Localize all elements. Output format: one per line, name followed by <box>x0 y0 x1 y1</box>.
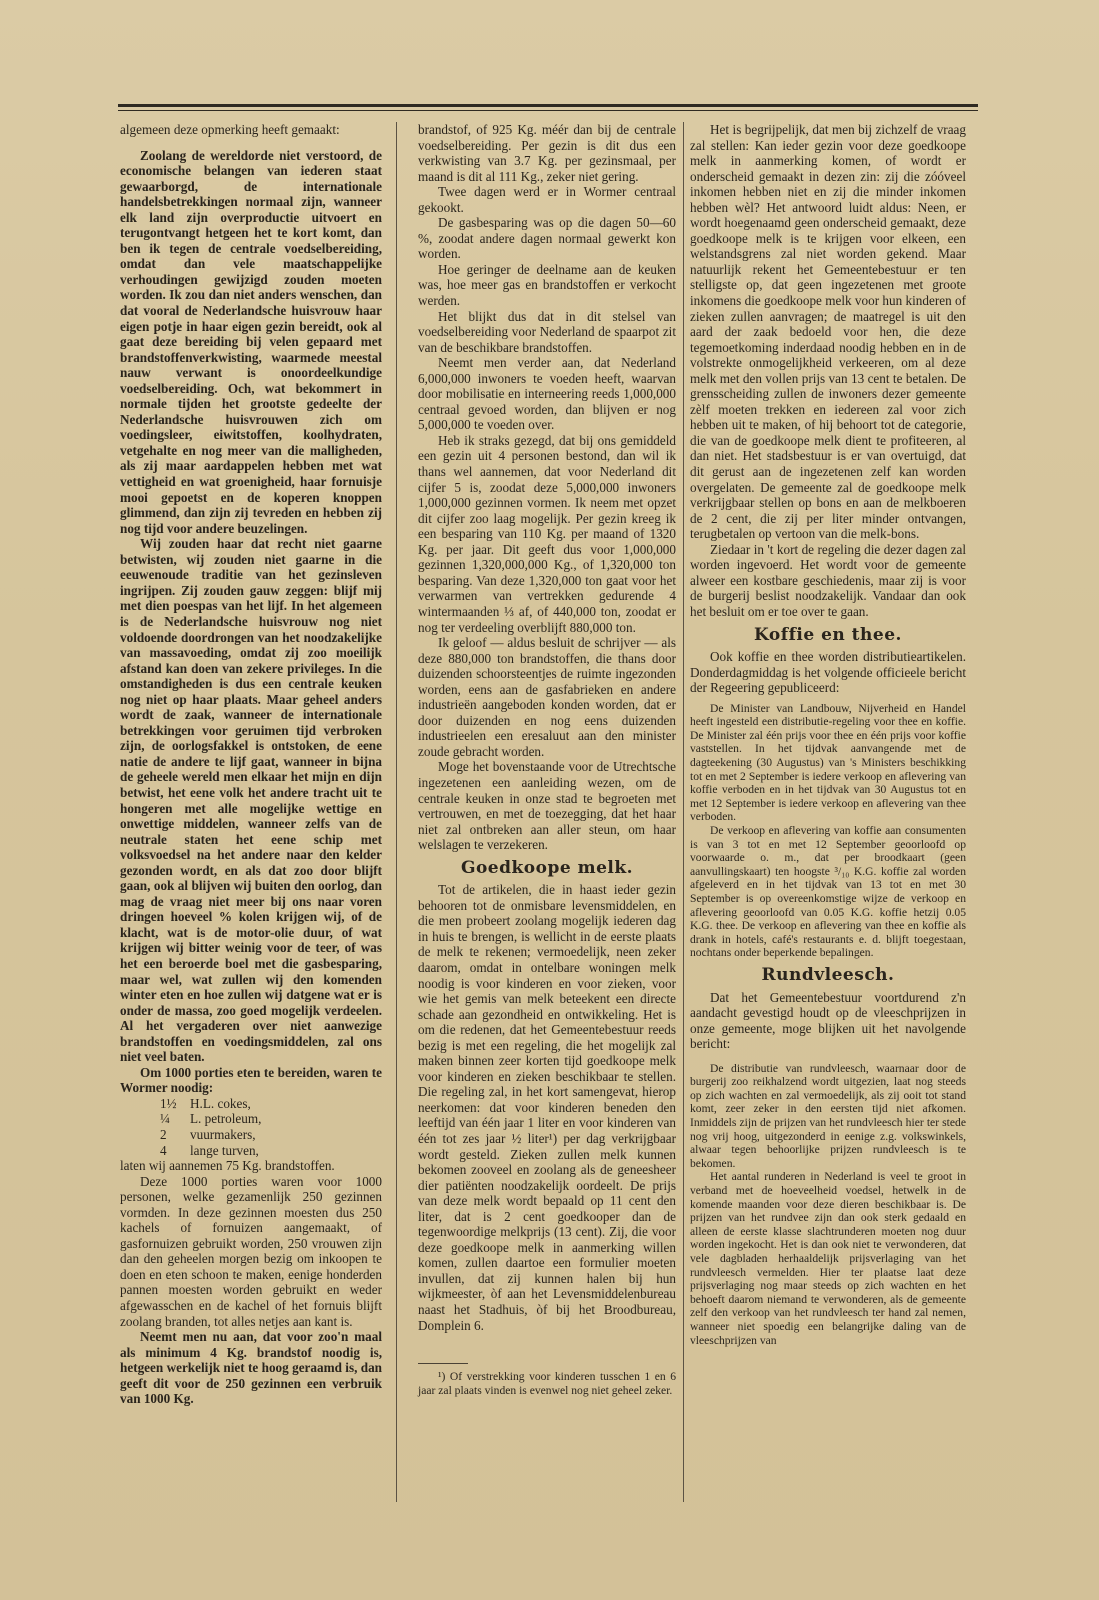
column-1 <box>120 122 382 1407</box>
footnote-rule <box>418 1363 468 1364</box>
paragraph: algemeen deze opmerking heeft gemaakt: <box>120 122 340 137</box>
paragraph: Hoe geringer de deelname aan de keuken was, hoe meer gas en brandstoffen er verkocht werden. <box>418 261 676 309</box>
paragraph: Om 1000 porties eten te bereiden, waren te Wormer noodig: <box>120 1064 382 1096</box>
column-divider <box>396 122 397 1502</box>
column-2 <box>418 122 676 1397</box>
paragraph: Wij zouden haar dat recht niet gaarne betwisten, wij zouden niet gaarne in die eeuwenoude traditie van het gezinsleven ingrijpen. Zij zouden gauw zeggen: blijf mij met dien poespas van het lijf. In het algemeen is de Nederlandsche huisvrouw nog niet voldoende doordrongen van het noodzakelijke van massavoeding, omdat zij zoo moeilijk afstand kan doen van zekere privileges. In die omstandigheden is dus een centrale keuken nog niet op haar plaats. Maar geheel anders wordt de zaak, wanneer de internationale betrekkingen voor geruimen tijd verbroken zijn, de oorlogsfakkel is ontstoken, de eene natie de andere te lijf gaat, wanneer in bijna de geheele wereld men elkaar het mijn en dijn betwist, het eene volk het andere tracht uit te hongeren met alle mogelijke wettige en onwettige middelen, wanneer zelfs van de neutrale staten het eene schip met volksvoedsel na het andere naar den kelder gezonden wordt, en als dat zoo door blijft gaan, ook al blijven wij buiten den oorlog, dan mag de vraag niet meer bij ons naar voren dringen hoeveel % kolen krijgen wij, of de klacht, wat is de motor-olie duur, of wat krijgen wij bitter weinig voor de teer, of was het een beroerde boel met die gasbesparing, maar wel, wat zullen wij den komenden winter eten en hoe zullen wij datgene wat er is onder de massa, zoo goed mogelijk verdeelen. Al het vergaderen over niet aanwezige brandstoffen en voedingsmiddelen, zal ons niet veel baten. <box>120 536 382 1065</box>
paragraph: Neemt men nu aan, dat voor zoo'n maal als minimum 4 Kg. brandstof noodig is, hetgeen werkelijk niet te hoog geraamd is, dan geeft dit voor de 250 gezinnen een verbruik van 1000 Kg. <box>120 1329 382 1407</box>
paragraph: Ook koffie en thee worden distributieartikelen. Donderdagmiddag is het volgende officieele bericht der Regeering gepubliceerd: <box>690 649 966 696</box>
paragraph: Het blijkt dus dat in dit stelsel van voedselbereiding voor Nederland de spaarpot zit van de beschikbare brandstoffen. <box>418 308 676 355</box>
paragraph: Moge het bovenstaande voor de Utrechtsche ingezetenen een aanleiding wezen, om de centrale keuken in onze stad te begroeten met vertrouwen, en met de toezegging, dat het haar niet zal ontbreken aan aller steun, om haar welslagen te verzekeren. <box>418 759 676 853</box>
paragraph: Ziedaar in 't kort de regeling die dezer dagen zal worden ingevoerd. Het wordt voor de gemeente alweer een kostbare geschiedenis, maar zij is voor de burgerij beslist noodzakelijk. Vandaar dan ook het besluit om er toe over te gaan. <box>690 541 966 619</box>
column-divider <box>683 122 684 1502</box>
top-rule <box>118 104 978 107</box>
section-heading: Goedkoope melk. <box>460 857 634 878</box>
paragraph: Heb ik straks gezegd, dat bij ons gemiddeld een gezin uit 4 personen bestond, dan wil ik thans wel aannemen, dat voor Nederland dit cijfer 5 is, zoodat deze 5,000,000 inwoners 1,000,000 gezinnen vormen. Ik neem met opzet dit cijfer zoo laag mogelijk. Per gezin kreeg ik een besparing van 110 Kg. per maand of 1320 Kg. per jaar. Dit geeft dus voor 1,000,000 gezinnen 1,320,000,000 Kg., of 1,320,000 ton besparing. Van deze 1,320,000 ton gaat voor het verwarmen van vertrekken gedurende 4 wintermaanden ⅓ af, of 440,000 ton, zoodat er nog ter verdeeling overblijft 880,000 ton. <box>418 432 676 635</box>
paragraph: De distributie van rundvleesch, waarnaar door de burgerij zoo reikhalzend wordt uitgezien, laat nog steeds op zich wachten en zal vermoedelijk, als zij ooit tot stand komt, zeer zeker in den eersten tijd niet afkomen. Inmiddels zijn de prijzen van het rundvleesch hier ter stede nog vrij hoog, uitgezonderd in eenige z.g. volkswinkels, alwaar tegen behoorlijke prijzen rundvleesch is te bekomen. <box>690 1061 966 1170</box>
list-item: 4 lange turven, <box>160 1142 259 1158</box>
paragraph: Het is begrijpelijk, dat men bij zichzelf de vraag zal stellen: Kan ieder gezin voor deze goedkoope melk in aanmerking komen, of wordt er onderscheid gemaakt in dezen zin: zij die zóóveel inkomen hebben niet en zij die minder inkomen hebben wèl? Het antwoord luidt aldus: Neen, er wordt hoegenaamd geen onderscheid gemaakt, deze goedkoope melk is te krijgen voor elkeen, een welstandsgrens zal niet worden gekend. Maar natuurlijk rekent het Gemeentebestuur er ten stelligste op, dat geen ingezetenen met groote inkomens die goedkoope melk voor hun kinderen of zieken zullen aanvragen; de maatregel is uit den aard der zaak bedoeld voor hen, die deze tegemoetkoming inderdaad noodig hebben en in de volstrekte onmogelijkheid verkeeren, om al deze melk met den vollen prijs van 13 cent te betalen. De grensscheiding zullen de inwoners dezer gemeente zèlf moeten trekken en iedereen zal voor zich hebben uit te maken, of hij behoort tot de categorie, die van de goedkoope melk dient te profiteeren, al dan niet. Het stadsbestuur is er van overtuigd, dat dit gerust aan de ingezetenen zelf kan worden overgelaten. De gemeente zal de goedkoope melk verkrijgbaar stellen op bons en aan de melkboeren de 2 cent, die zij per liter minder ontvangen, terugbetalen op vertoon van die melk-bons. <box>690 122 966 542</box>
section-heading: Rundvleesch. <box>761 964 895 985</box>
paragraph: Dat het Gemeentebestuur voortdurend z'n aandacht gevestigd houdt op de vleeschprijzen in onze gemeente, moge blijken uit het navolgende bericht: <box>690 989 966 1052</box>
ingredient-list <box>120 1096 382 1158</box>
section-heading: Koffie en thee. <box>754 624 902 645</box>
paragraph: De gasbesparing was op die dagen 50—60 %, zoodat andere dagen normaal gewerkt kon worden. <box>418 215 676 262</box>
paragraph: brandstof, of 925 Kg. méér dan bij de centrale voedselbereiding. Per gezin is dit dus een verkwisting van 3.7 Kg. per gezinsmaal, per maand is dit al 111 Kg., zeker niet gering. <box>418 122 676 184</box>
paragraph: Tot de artikelen, die in haast ieder gezin behooren tot de onmisbare levensmiddelen, en die men probeert zoolang mogelijk iederen dag in huis te brengen, is wellicht in de eerste plaats de melk te rekenen; vermoedelijk, neen zeker daarom, omdat in ontelbare woningen melk noodig is voor kinderen en voor zieken, voor wie het gemis van melk beteekent een directe schade aan gezondheid en ontwikkeling. Het is om die redenen, dat het Gemeentebestuur reeds bezig is met een regeling, die het mogelijk zal maken binnen zeer korten tijd goedkoope melk voor kinderen en zieken beschikbaar te stellen. Die regeling zal, in het kort samengevat, hierop neerkomen: dat voor kinderen beneden den leeftijd van één jaar 1 liter en voor kinderen van één tot zes jaar ½ liter¹) per dag verkrijgbaar wordt gesteld. Zieken zullen melk kunnen bekomen zooveel en zoolang als de geneesheer dier patiënten noodzakelijk oordeelt. De prijs van deze melk wordt bepaald op 11 cent den liter, dat is 2 cent goedkooper dan de tegenwoordige melkprijs (13 cent). Zij, die voor deze goedkoope melk in aanmerking willen komen, zullen daartoe een formulier moeten invullen, dat zij kunnen halen bij hun wijkmeester, òf aan het Levensmiddelenbureau naast het Stadhuis, òf bij het Broodbureau, Domplein 6. <box>418 882 676 1333</box>
paragraph: laten wij aannemen 75 Kg. brandstoffen. <box>120 1158 335 1174</box>
paragraph: Deze 1000 porties waren voor 1000 personen, welke gezamenlijk 250 gezinnen vormden. In deze gezinnen moesten dus 250 kachels of fornuizen aangemaakt, of gasfornuizen gebruikt worden, 250 vrouwen zijn dan den geheelen morgen bezig om inkoopen te doen en eten schoon te maken, eenige honderden pannen moesten worden gebruikt en weder afgewasschen en de kachel of het fornuis blijft zoolang branden, tot alles netjes aan kant is. <box>120 1173 382 1329</box>
list-item: 1½ H.L. cokes, <box>160 1095 251 1111</box>
list-item: 2 vuurmakers, <box>160 1127 256 1142</box>
top-rule-thin <box>118 110 978 111</box>
list-item: ¼ L. petroleum, <box>160 1111 262 1127</box>
footnote: ¹) Of verstrekking voor kinderen tusschen 1 en 6 jaar zal plaats vinden is evenwel nog niet geheel zeker. <box>418 1370 676 1397</box>
paragraph: Neemt men verder aan, dat Nederland 6,000,000 inwoners te voeden heeft, waarvan door mobilisatie en interneering reeds 1,000,000 centraal gevoed worden, dan blijven er nog 5,000,000 te voeden over. <box>418 355 676 433</box>
column-3 <box>690 122 966 1347</box>
paragraph: Ik geloof — aldus besluit de schrijver — als deze 880,000 ton brandstoffen, die thans door duizenden schoorsteentjes de ruimte ingezonden worden, eens aan de gasfabrieken en andere industrieën aangeboden konden worden, dat er door duizenden en nog eens duizenden industrieelen een eresaluut aan den minister zoude gebracht worden. <box>418 635 676 759</box>
paragraph: Zoolang de wereldorde niet verstoord, de economische belangen van iederen staat gewaarborgd, de internationale handelsbetrekkingen normaal zijn, wanneer elk land zijn overproductie uitvoert en terugontvangt hetgeen het te kort komt, dan ben ik tegen de centrale voedselbereiding, omdat dan vele maatschappelijke verhoudingen gewijzigd zouden moeten worden. Ik zou dan niet anders wenschen, dan dat vooral de Nederlandsche huisvrouw haar eigen potje in haar eigen gezin bereidt, ook al gaat deze bereiding bij velen gepaard met brandstoffenverkwisting, waarmede meestal nauw verwant is onoordeelkundige voedselbereiding. Och, wat bekommert in normale tijden het grootste gedeelte der Nederlandsche huisvrouwen zich om voedingsleer, eiwitstoffen, koolhydraten, vetgehalte en nog meer van die malligheden, als zij maar aardappelen hebben met wat vettigheid en wat groenigheid, haar fornuisje mooi gepoetst en de koperen knoppen glimmend, dan zijn zij tevreden en hebben zij nog tijd voor andere beuzelingen. <box>120 147 382 536</box>
paragraph: Het aantal runderen in Nederland is veel te groot in verband met de hoeveelheid voedsel, hetwelk in de komende maanden voor deze dieren beschikbaar is. De prijzen van het rundvee zijn dan ook sterk gedaald en alleen de eerste klasse slachtrunderen moeten nog duur worden ingekocht. Het is dan ook niet te verwonderen, dat vele dagbladen herhaaldelijk prijsverlaging van het rundvleesch vermelden. Hier ter plaatse laat deze prijsverlaging nog maar steeds op zich wachten en het behoeft daarom niemand te verwonderen, als de gemeente zelf den verkoop van het rundvleesch ter hand zal nemen, wanneer niet spoedig een belangrijke daling van de vleeschprijzen van <box>690 1170 966 1347</box>
paragraph: De Minister van Landbouw, Nijverheid en Handel heeft ingesteld een distributie-regeling voor thee en koffie. De Minister zal één prijs voor thee en één prijs voor koffie vaststellen. In het tijdvak aanvangende met de dagteekening (30 Augustus) van 's Ministers beschikking tot en met 2 September is iedere verkoop en aflevering van koffie verboden en in het tijdvak van 30 Augustus tot en met 12 September is iedere verkoop en aflevering van thee verboden. <box>690 701 966 824</box>
paragraph: Twee dagen werd er in Wormer centraal gekookt. <box>418 184 676 215</box>
paragraph: De verkoop en aflevering van koffie aan consumenten is van 3 tot en met 12 September geoorloofd op voorwaarde o. m., dat per broodkaart (geen aanvullingskaart) ten hoogste ³/₁₀ K.G. koffie zal worden afgeleverd en in het tijdvak van 13 tot en met 30 September is op overeenkomstige wijze de verkoop en aflevering geoorloofd van 0.05 K.G. koffie hetzij 0.05 K.G. thee. De verkoop en aflevering van thee en koffie als drank in hotels, café's restaurants e. d. blijft toegestaan, nochtans onder beperkende bepalingen. <box>690 824 966 960</box>
